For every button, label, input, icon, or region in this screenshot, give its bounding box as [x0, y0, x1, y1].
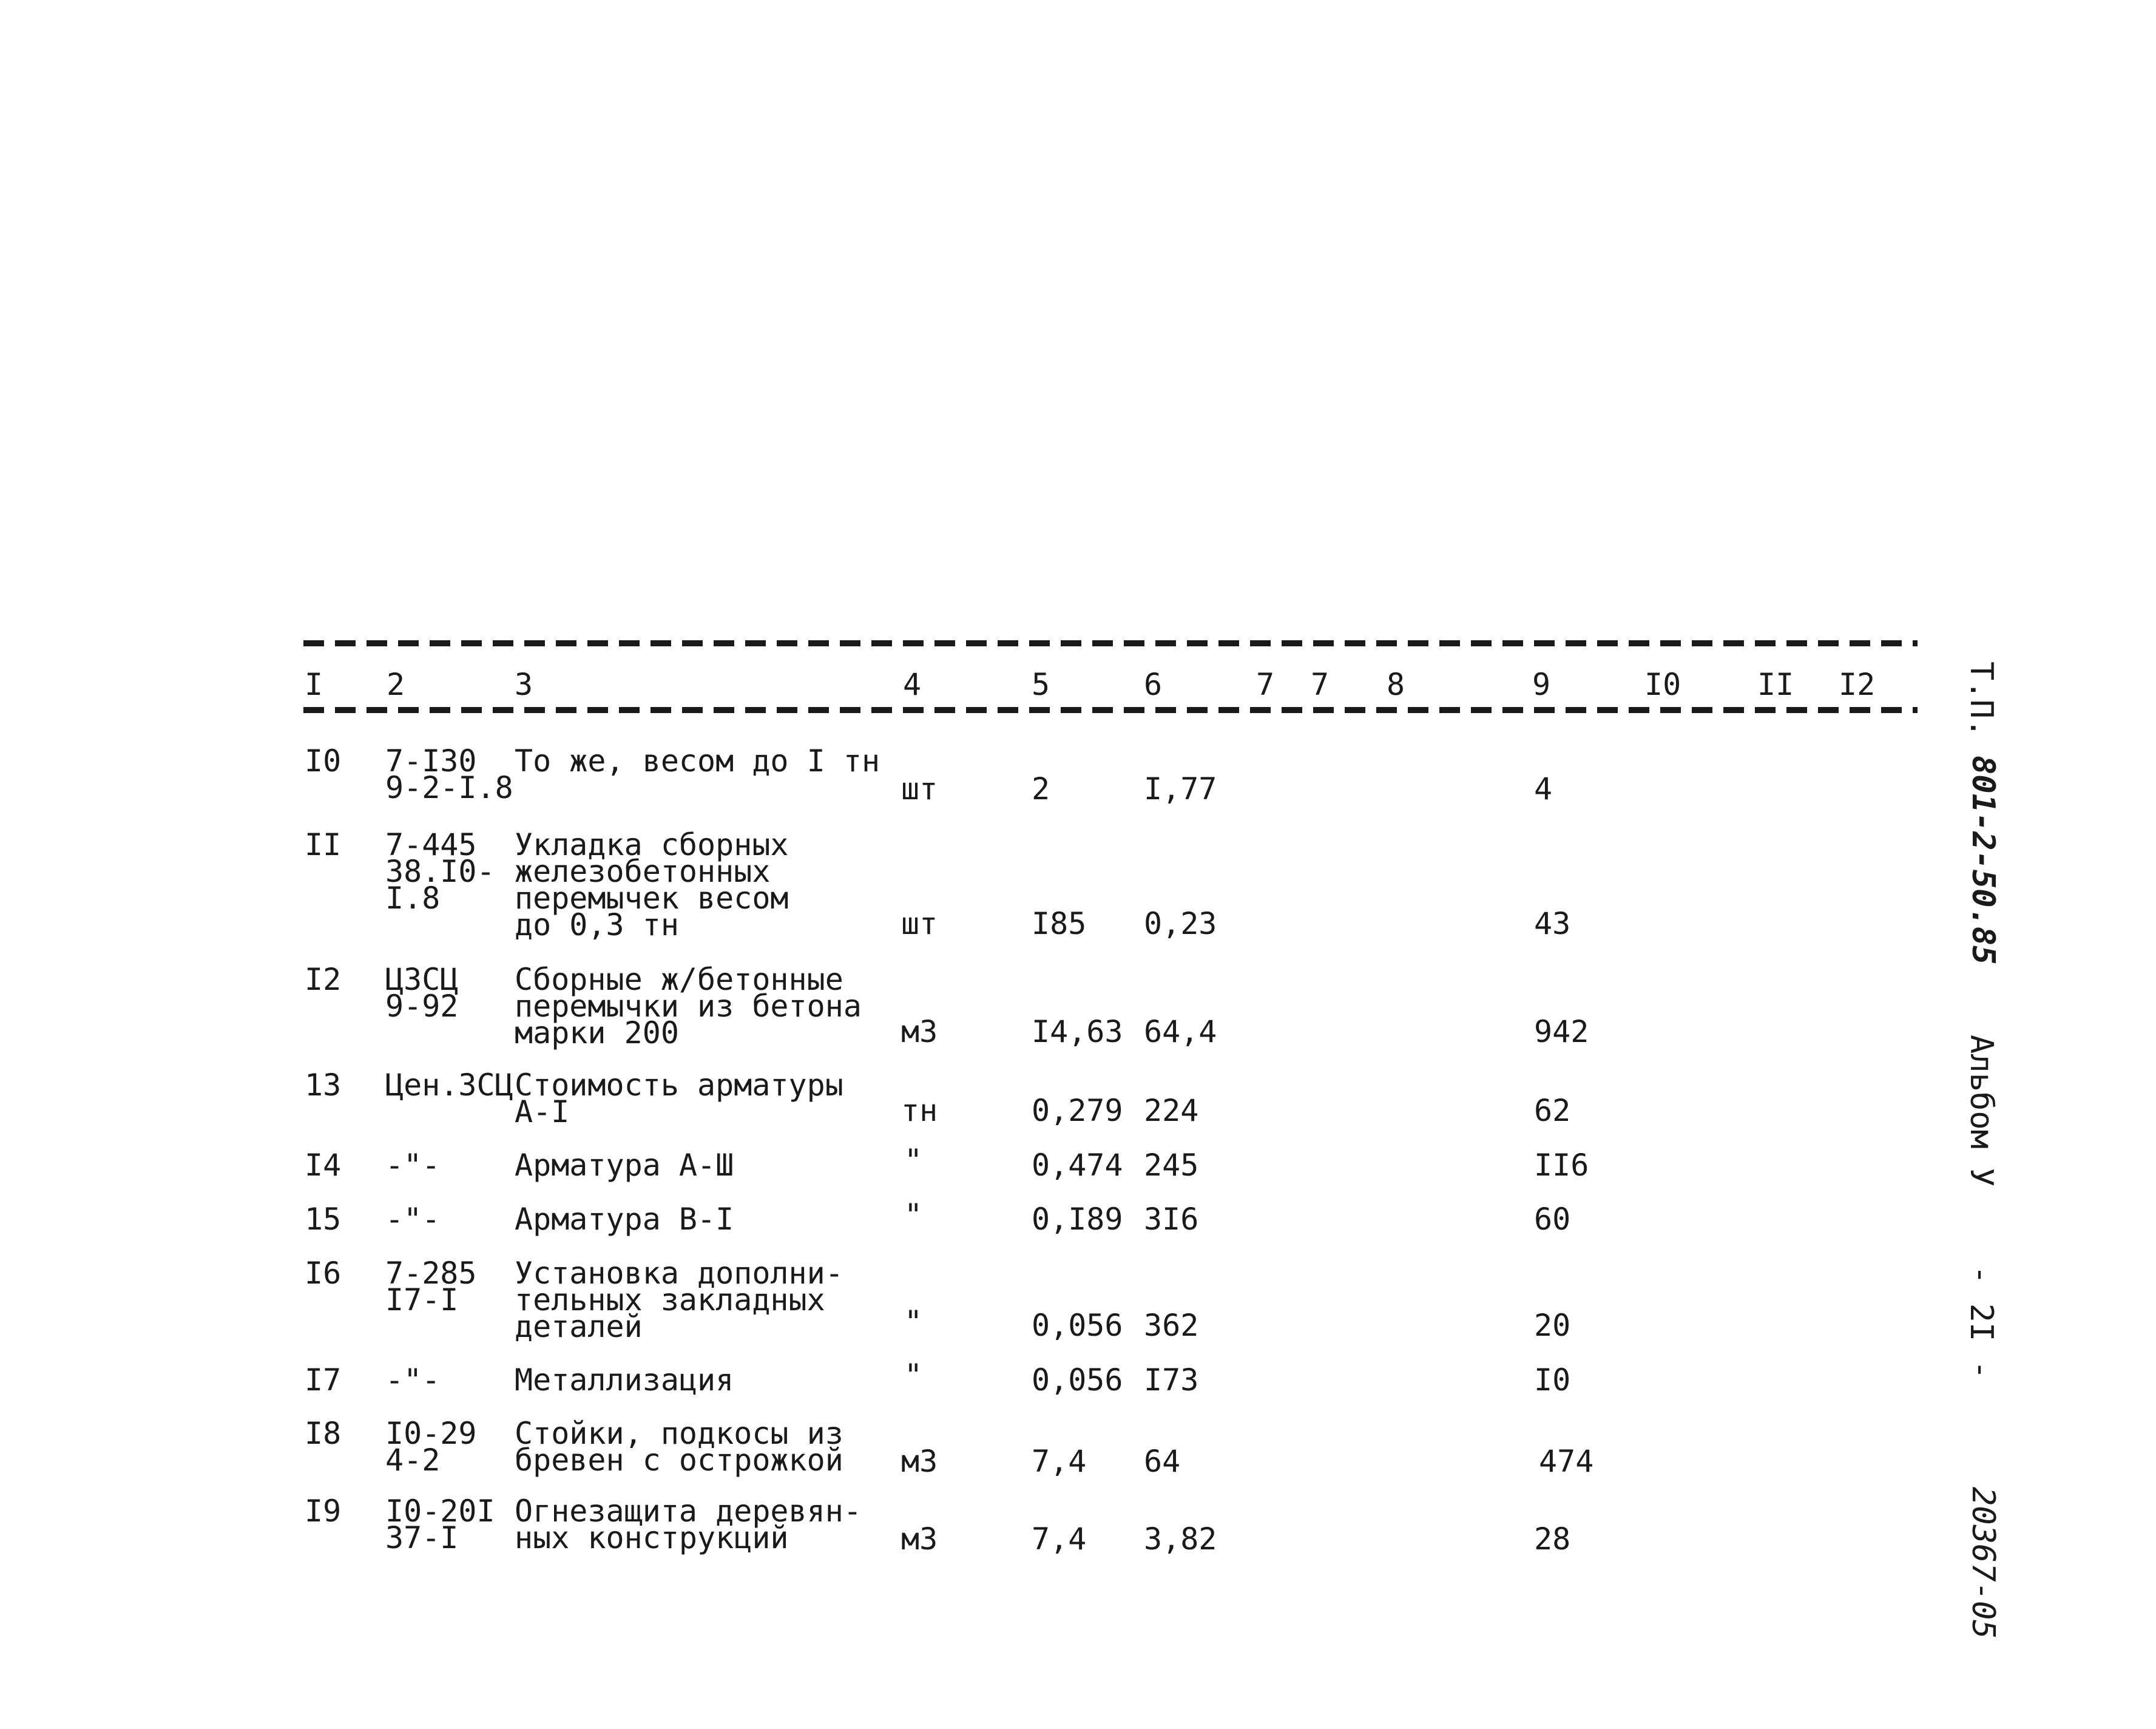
header-dashed-rule — [303, 707, 1918, 713]
row-number: I4 — [305, 1148, 342, 1183]
row-number: 15 — [305, 1202, 342, 1237]
row-unit: " — [904, 1358, 923, 1393]
col-header-8: 8 — [1387, 667, 1405, 702]
col-header-11: II — [1757, 667, 1794, 702]
row-code: Цен.ЗСЦ — [385, 1068, 513, 1103]
row-unit-price: 245 — [1144, 1148, 1199, 1183]
row-unit: м3 — [901, 1521, 938, 1557]
row-unit: тн — [901, 1093, 938, 1128]
row-quantity: I4,63 — [1032, 1014, 1123, 1049]
col-header-1: I — [305, 667, 323, 702]
row-description: То же, весом до I тн — [515, 743, 880, 779]
row-code: 37-I — [385, 1520, 459, 1555]
row-code: 7-285 — [385, 1256, 477, 1291]
row-quantity: 7,4 — [1032, 1444, 1087, 1479]
row-code: ЦЗСЦ — [385, 962, 459, 997]
row-description: железобетонных — [515, 854, 771, 889]
row-unit: шт — [901, 906, 938, 941]
row-number: I0 — [305, 743, 342, 779]
row-description: Огнезащита деревян- — [515, 1494, 862, 1529]
row-number: II — [305, 827, 342, 862]
row-number: I7 — [305, 1362, 342, 1398]
row-code: I0-20I — [385, 1494, 495, 1529]
row-description: Установка дополни- — [515, 1256, 843, 1291]
row-description: тельных закладных — [515, 1282, 825, 1318]
row-description: Арматура А-Ш — [515, 1148, 734, 1183]
row-unit: " — [904, 1304, 923, 1339]
row-unit-price: I73 — [1144, 1362, 1199, 1398]
row-quantity: 0,I89 — [1032, 1202, 1123, 1237]
row-unit: шт — [901, 771, 938, 807]
row-description: перемычки из бетона — [515, 989, 862, 1024]
top-dashed-rule — [303, 640, 1918, 646]
row-description: ных конструкций — [515, 1520, 789, 1555]
row-description: до 0,3 тн — [515, 907, 679, 942]
row-number: I2 — [305, 962, 342, 997]
row-unit: м3 — [901, 1014, 938, 1049]
col-header-3: 3 — [515, 667, 533, 702]
row-code: I7-I — [385, 1282, 459, 1318]
row-unit-price: 362 — [1144, 1308, 1199, 1343]
row-number: I6 — [305, 1256, 342, 1291]
row-code: 7-I30 — [385, 743, 477, 779]
margin-tp-code: 801-2-50.85 — [1965, 756, 2001, 965]
row-unit: " — [904, 1143, 923, 1178]
row-quantity: 2 — [1032, 771, 1050, 807]
col-header-7a: 7 — [1256, 667, 1275, 702]
row-code: -"- — [385, 1202, 441, 1237]
row-description: Арматура В-I — [515, 1202, 734, 1237]
row-description: Стоимость арматуры — [515, 1068, 843, 1103]
row-code: 9-2-I.8 — [385, 770, 513, 805]
row-code: I0-29 — [385, 1416, 477, 1451]
row-unit: " — [904, 1197, 923, 1233]
row-total: 60 — [1534, 1202, 1571, 1237]
row-total: 20 — [1534, 1308, 1571, 1343]
row-description: Укладка сборных — [515, 827, 789, 862]
row-quantity: 0,056 — [1032, 1308, 1123, 1343]
row-total: 43 — [1534, 906, 1571, 941]
col-header-2: 2 — [387, 667, 405, 702]
row-total: 474 — [1539, 1444, 1594, 1479]
row-code: 38.I0- — [385, 854, 495, 889]
row-description: Стойки, подкосы из — [515, 1416, 843, 1451]
col-header-5: 5 — [1032, 667, 1050, 702]
row-description: перемычек весом — [515, 881, 789, 916]
col-header-4: 4 — [903, 667, 922, 702]
row-quantity: 0,056 — [1032, 1362, 1123, 1398]
row-unit-price: 64,4 — [1144, 1014, 1217, 1049]
row-unit-price: 224 — [1144, 1093, 1199, 1128]
row-unit-price: I,77 — [1144, 771, 1217, 807]
margin-tp-label: Т.П. — [1963, 661, 1999, 738]
row-quantity: 0,474 — [1032, 1148, 1123, 1183]
row-code: -"- — [385, 1362, 441, 1398]
row-description: деталей — [515, 1309, 643, 1344]
margin-page-number: - 2I - — [1963, 1265, 1999, 1379]
row-unit: м3 — [901, 1444, 938, 1479]
col-header-9: 9 — [1532, 667, 1551, 702]
margin-doc-number: 20367-05 — [1965, 1487, 2001, 1639]
row-total: 4 — [1534, 771, 1553, 807]
row-total: 942 — [1534, 1014, 1589, 1049]
row-unit-price: 64 — [1144, 1444, 1181, 1479]
row-description: Металлизация — [515, 1362, 734, 1398]
row-unit-price: 3I6 — [1144, 1202, 1199, 1237]
row-unit-price: 0,23 — [1144, 906, 1217, 941]
row-number: I8 — [305, 1416, 342, 1451]
col-header-12: I2 — [1839, 667, 1876, 702]
col-header-6: 6 — [1144, 667, 1163, 702]
row-code: I.8 — [385, 881, 441, 916]
row-unit-price: 3,82 — [1144, 1521, 1217, 1557]
row-description: Сборные ж/бетонные — [515, 962, 843, 997]
row-total: 28 — [1534, 1521, 1571, 1557]
row-code: 7-445 — [385, 827, 477, 862]
row-number: 13 — [305, 1068, 342, 1103]
row-description: марки 200 — [515, 1015, 679, 1051]
row-code: 4-2 — [385, 1443, 441, 1478]
row-total: II6 — [1534, 1148, 1589, 1183]
row-description: бревен с острожкой — [515, 1443, 843, 1478]
row-number: I9 — [305, 1494, 342, 1529]
margin-album: Альбом У — [1963, 1035, 1999, 1187]
row-total: I0 — [1534, 1362, 1571, 1398]
row-code: -"- — [385, 1148, 441, 1183]
row-description: А-I — [515, 1094, 570, 1129]
row-quantity: I85 — [1032, 906, 1087, 941]
row-quantity: 0,279 — [1032, 1093, 1123, 1128]
row-code: 9-92 — [385, 989, 459, 1024]
col-header-7b: 7 — [1311, 667, 1330, 702]
row-quantity: 7,4 — [1032, 1521, 1087, 1557]
col-header-10: I0 — [1644, 667, 1681, 702]
row-total: 62 — [1534, 1093, 1571, 1128]
